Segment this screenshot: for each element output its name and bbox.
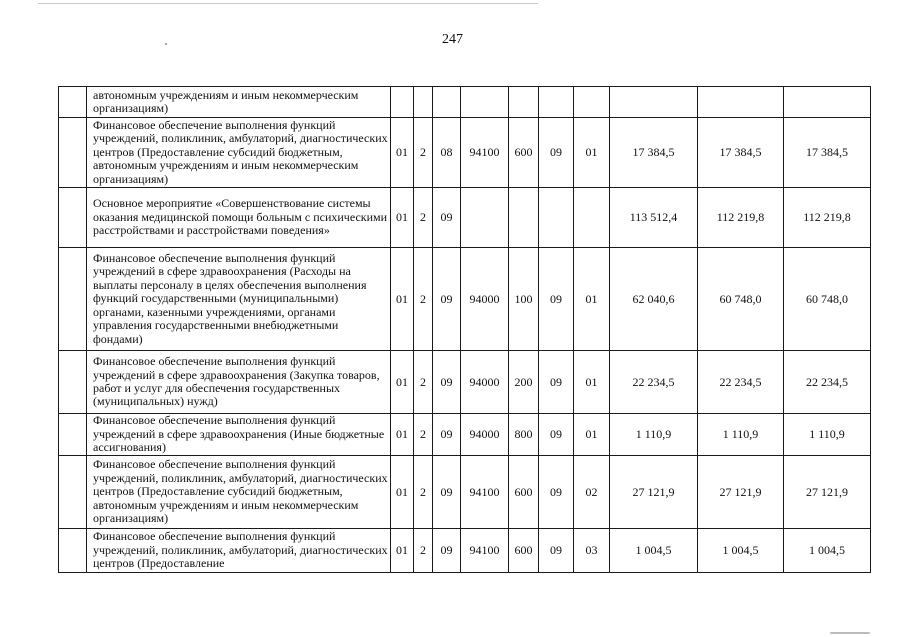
direction-code-cell [461,188,509,248]
table-row [59,456,871,529]
expense-name-cell: Финансовое обеспечение выполнения функций учреждений, поликлиник, амбулаторий, диагностических центров (Предоставление субсидий бюджетным, автономным учреждениям и иным некоммерческим организациям) [87,118,391,188]
section-code-cell [539,188,574,248]
row-number-cell [59,118,87,188]
row-number-cell [59,351,87,414]
amount-year-1-cell: 113 512,4 [610,188,698,248]
table-row [59,87,871,118]
grp-code-cell: 01 [391,248,414,351]
grp-code-cell: 01 [391,118,414,188]
amount-year-3-cell: 17 384,5 [784,118,871,188]
amount-year-1-cell: 22 234,5 [610,351,698,414]
section-code-cell: 09 [539,529,574,573]
expense-type-code-cell: 100 [509,248,539,351]
measure-code-cell: 09 [433,351,461,414]
subsection-code-cell: 03 [574,529,610,573]
amount-year-1-cell: 62 040,6 [610,248,698,351]
table-row [59,351,871,414]
measure-code-cell: 09 [433,529,461,573]
amount-year-1-cell: 17 384,5 [610,118,698,188]
grp-code-cell: 01 [391,414,414,456]
row-number-cell [59,188,87,248]
direction-code-cell: 94000 [461,414,509,456]
row-number-cell [59,248,87,351]
measure-code-cell: 09 [433,188,461,248]
expense-type-code-cell: 600 [509,529,539,573]
direction-code-cell: 94100 [461,529,509,573]
budget-table [58,86,871,573]
scan-artifact-line [38,3,538,4]
section-code-cell: 09 [539,248,574,351]
amount-year-2-cell: 22 234,5 [698,351,784,414]
subprogram-code-cell: 2 [414,248,433,351]
amount-year-2-cell: 27 121,9 [698,456,784,529]
expense-name-cell: Финансовое обеспечение выполнения функций учреждений в сфере здравоохранения (Расходы на выплаты персоналу в целях обеспечения выполнения функций государственными (муниципальными) органами, казенными учреждениями, органами управления государственными внебюджетными фондами) [87,248,391,351]
grp-code-cell: 01 [391,529,414,573]
table-row [59,118,871,188]
subprogram-code-cell: 2 [414,118,433,188]
row-number-cell [59,456,87,529]
row-number-cell [59,414,87,456]
section-code-cell: 09 [539,414,574,456]
measure-code-cell: 09 [433,248,461,351]
amount-year-3-cell: 60 748,0 [784,248,871,351]
amount-year-3-cell [784,87,871,118]
subsection-code-cell: 01 [574,118,610,188]
amount-year-3-cell: 112 219,8 [784,188,871,248]
subprogram-code-cell: 2 [414,351,433,414]
expense-type-code-cell: 600 [509,118,539,188]
amount-year-2-cell: 112 219,8 [698,188,784,248]
amount-year-2-cell [698,87,784,118]
grp-code-cell: 01 [391,456,414,529]
direction-code-cell [461,87,509,118]
amount-year-2-cell: 1 110,9 [698,414,784,456]
grp-code-cell: 01 [391,188,414,248]
amount-year-1-cell: 27 121,9 [610,456,698,529]
direction-code-cell: 94000 [461,248,509,351]
page-number: 247 [442,32,463,47]
table-row [59,248,871,351]
subsection-code-cell: 01 [574,414,610,456]
subsection-code-cell: 02 [574,456,610,529]
direction-code-cell: 94000 [461,351,509,414]
expense-name-cell: Финансовое обеспечение выполнения функций учреждений, поликлиник, амбулаторий, диагностических центров (Предоставление субсидий бюджетным, автономным учреждениям и иным некоммерческим организациям) [87,456,391,529]
expense-name-cell: Основное мероприятие «Совершенствование системы оказания медицинской помощи больным с психическими расстройствами и расстройствами поведения» [87,188,391,248]
section-code-cell: 09 [539,118,574,188]
subsection-code-cell [574,87,610,118]
amount-year-2-cell: 1 004,5 [698,529,784,573]
expense-name-cell: Финансовое обеспечение выполнения функций учреждений в сфере здравоохранения (Закупка товаров, работ и услуг для обеспечения государственных (муниципальных) нужд) [87,351,391,414]
measure-code-cell: 08 [433,118,461,188]
expense-name-cell: автономным учреждениям и иным некоммерческим организациям) [87,87,391,118]
expense-name-cell: Финансовое обеспечение выполнения функций учреждений в сфере здравоохранения (Иные бюджетные ассигнования) [87,414,391,456]
expense-type-code-cell: 800 [509,414,539,456]
amount-year-3-cell: 22 234,5 [784,351,871,414]
subsection-code-cell: 01 [574,351,610,414]
grp-code-cell: 01 [391,351,414,414]
expense-name-cell: Финансовое обеспечение выполнения функций учреждений, поликлиник, амбулаторий, диагностических центров (Предоставление [87,529,391,573]
subsection-code-cell [574,188,610,248]
amount-year-3-cell: 1 110,9 [784,414,871,456]
measure-code-cell: 09 [433,456,461,529]
subprogram-code-cell: 2 [414,414,433,456]
table-row [59,414,871,456]
subprogram-code-cell: 2 [414,188,433,248]
amount-year-2-cell: 60 748,0 [698,248,784,351]
scan-artifact-dot [830,632,870,634]
expense-type-code-cell: 200 [509,351,539,414]
row-number-cell [59,87,87,118]
direction-code-cell: 94100 [461,456,509,529]
amount-year-1-cell: 1 110,9 [610,414,698,456]
table-row [59,188,871,248]
amount-year-1-cell [610,87,698,118]
subprogram-code-cell: 2 [414,456,433,529]
amount-year-2-cell: 17 384,5 [698,118,784,188]
amount-year-3-cell: 1 004,5 [784,529,871,573]
amount-year-3-cell: 27 121,9 [784,456,871,529]
row-number-cell [59,529,87,573]
section-code-cell: 09 [539,456,574,529]
subsection-code-cell: 01 [574,248,610,351]
expense-type-code-cell [509,188,539,248]
measure-code-cell [433,87,461,118]
section-code-cell [539,87,574,118]
grp-code-cell [391,87,414,118]
measure-code-cell: 09 [433,414,461,456]
expense-type-code-cell [509,87,539,118]
direction-code-cell: 94100 [461,118,509,188]
subprogram-code-cell [414,87,433,118]
subprogram-code-cell: 2 [414,529,433,573]
amount-year-1-cell: 1 004,5 [610,529,698,573]
table-row [59,529,871,573]
expense-type-code-cell: 600 [509,456,539,529]
section-code-cell: 09 [539,351,574,414]
